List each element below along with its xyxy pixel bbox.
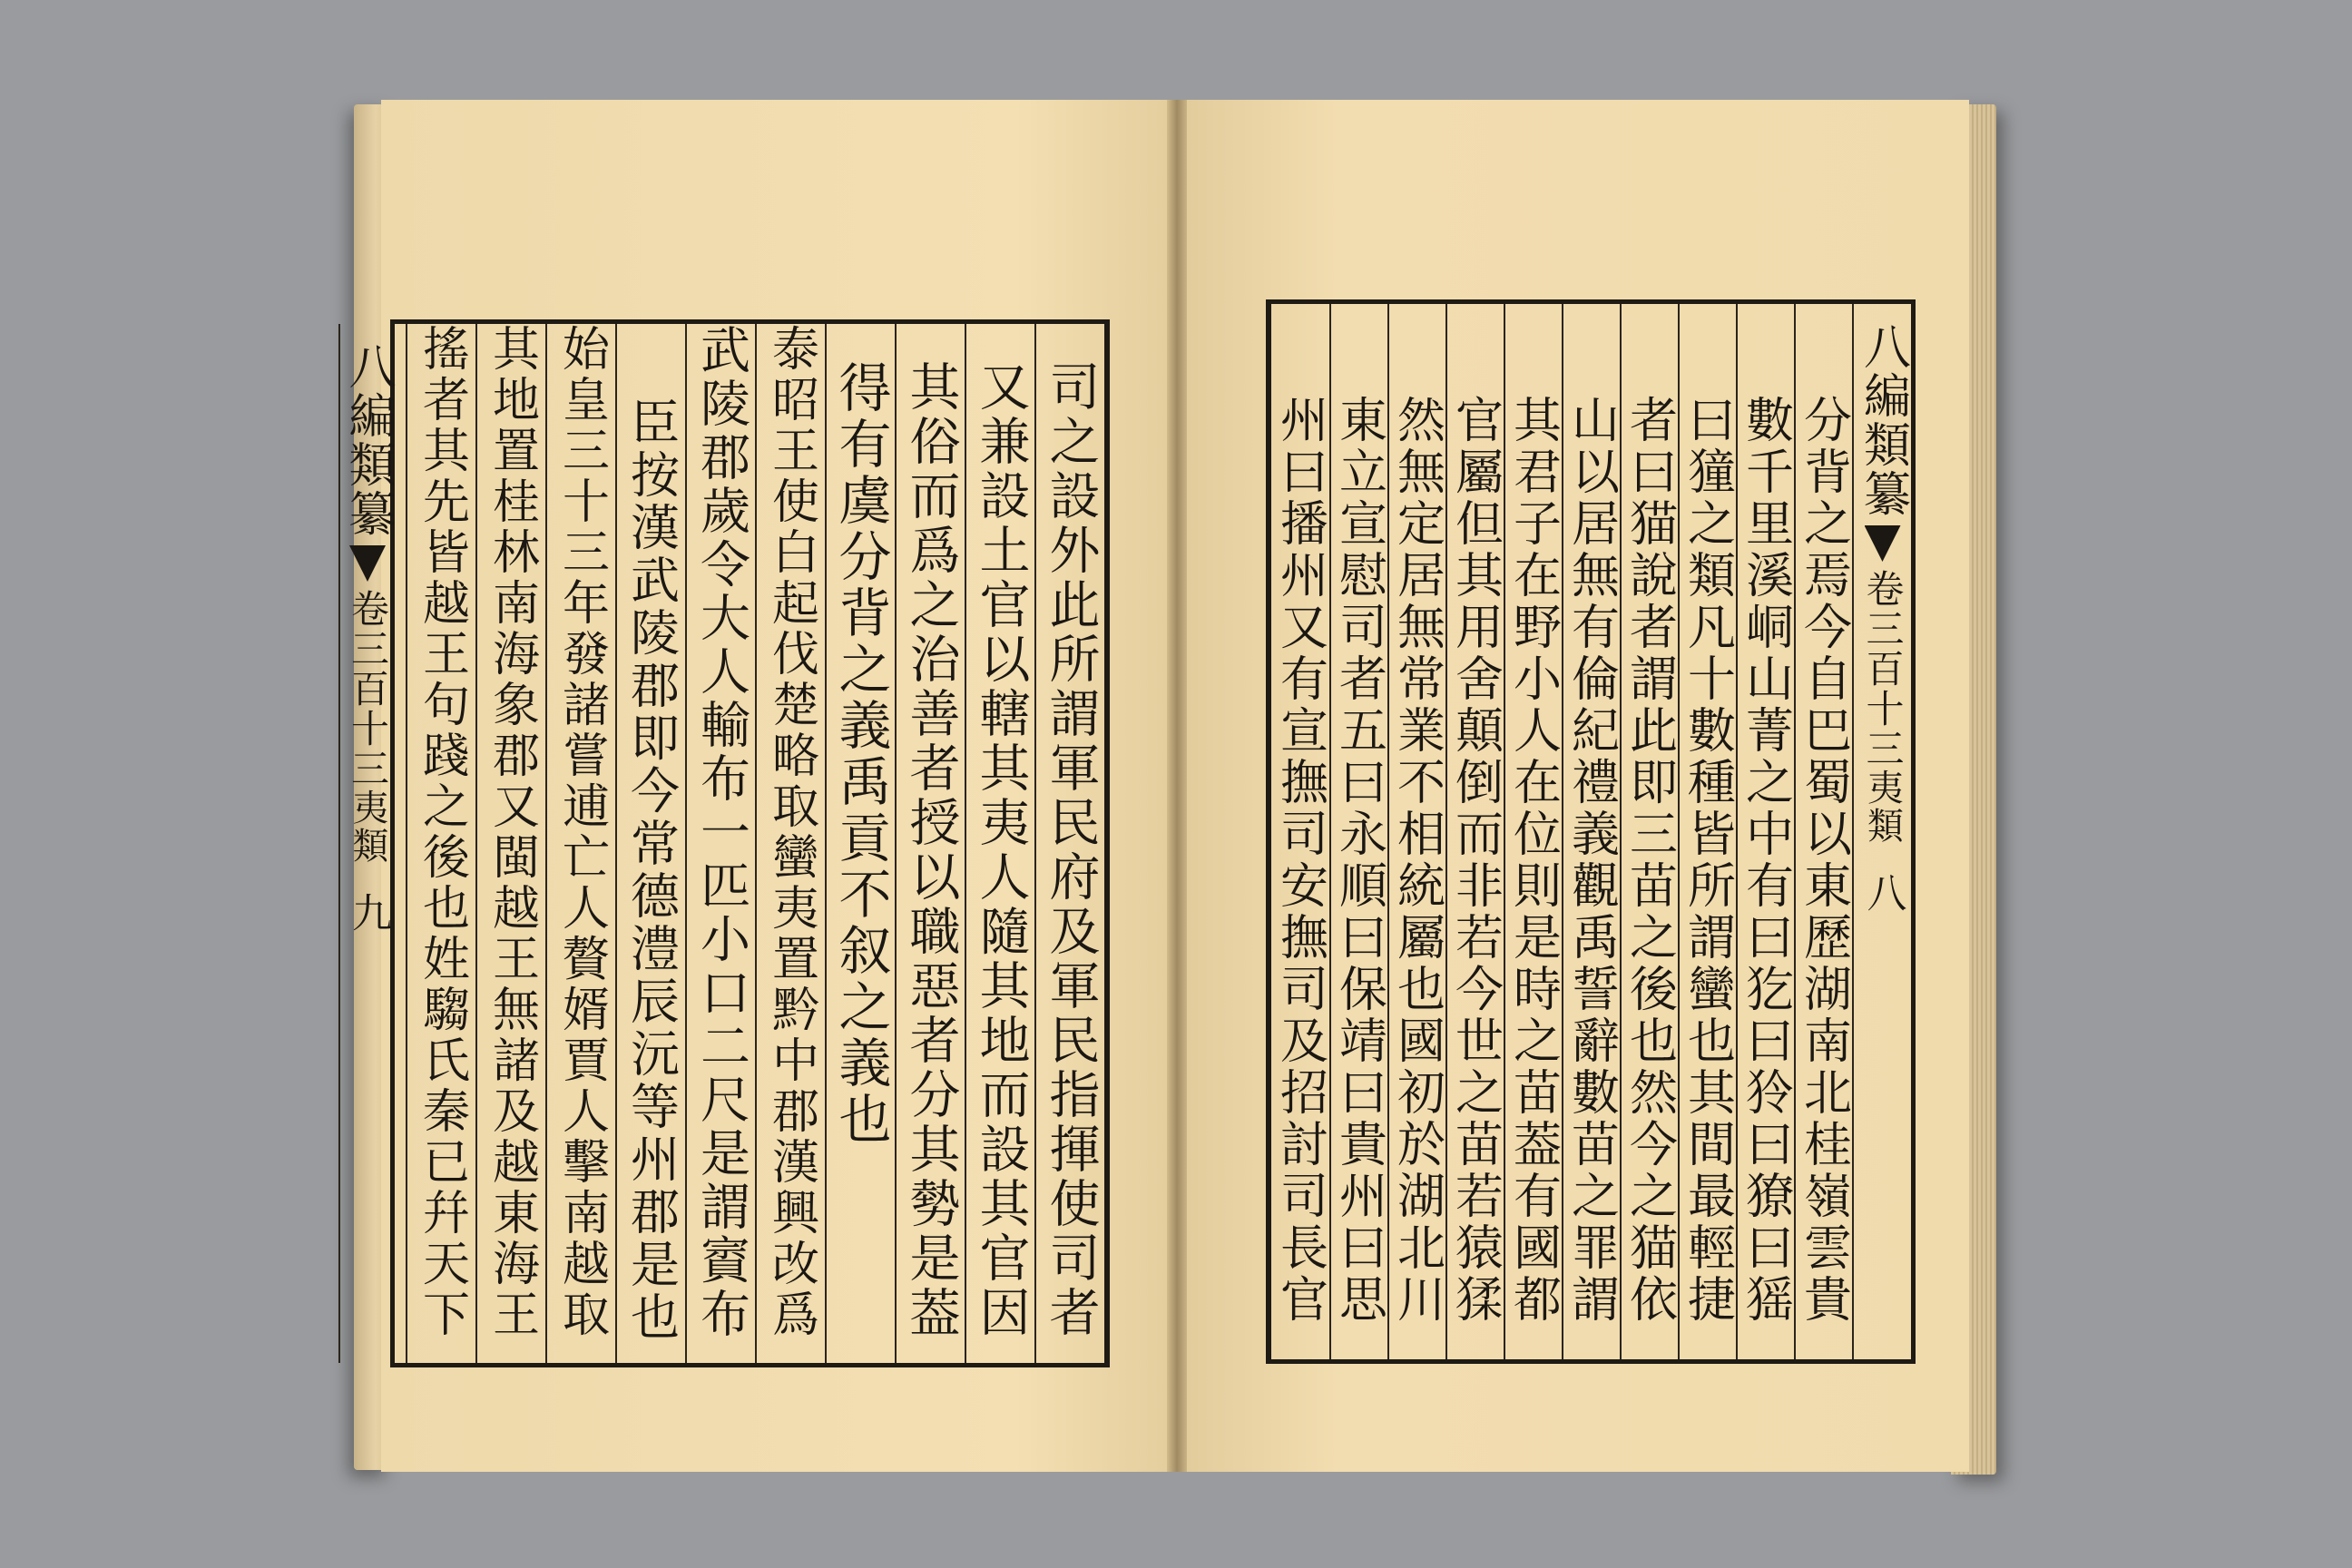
left-col-9 — [475, 324, 545, 1363]
heart-title: 八編類纂 — [340, 342, 395, 538]
right-col-5 — [1562, 304, 1620, 1359]
left-text-frame — [340, 319, 1110, 1367]
left-col-3 — [895, 324, 965, 1363]
book-gutter — [1167, 100, 1187, 1472]
text-column: 搖者其先皆越王句踐之後也姓騶氏秦已幷天下 — [414, 324, 469, 1340]
heart-section: 夷類 — [347, 789, 388, 865]
text-column: 官屬但其用舍顛倒而非若今世之苗若猿猱 — [1447, 395, 1504, 1326]
right-col-6 — [1504, 304, 1562, 1359]
right-text-frame — [1266, 299, 1916, 1364]
heart-volume: 卷三百十三 — [346, 589, 390, 789]
leaf-number: 八 — [1859, 872, 1906, 912]
text-column: 武陵郡歲令大人輸布一匹小口二尺是謂賨布 — [692, 324, 750, 1341]
left-col-10 — [406, 324, 475, 1363]
right-col-7 — [1446, 304, 1504, 1359]
text-column: 者曰猫說者謂此即三苗之後也然今之猫依 — [1622, 395, 1678, 1326]
text-column: 又兼設土官以轄其夷人隨其地而設其官因 — [971, 360, 1031, 1340]
text-column: 得有虞分背之義禹貢不叙之義也 — [829, 360, 892, 1148]
text-column: 東立宣慰司者五曰永順曰保靖曰貴州曰思 — [1331, 395, 1387, 1326]
text-column: 州曰播州又有宣撫司安撫司及招討司長官 — [1272, 395, 1328, 1326]
left-col-2 — [965, 324, 1034, 1363]
fish-tail-mark-icon — [1865, 525, 1901, 562]
right-col-9 — [1329, 304, 1387, 1359]
text-column: 臣按漢武陵郡即今常德澧辰沅等州郡是也 — [622, 397, 681, 1344]
leaf-number: 九 — [345, 892, 391, 932]
heart-volume: 卷三百十三 — [1860, 569, 1906, 769]
right-col-2 — [1736, 304, 1794, 1359]
text-column: 然無定居無常業不相統屬也國初於湖北川 — [1389, 395, 1446, 1326]
right-col-4 — [1620, 304, 1678, 1359]
text-column: 泰昭王使白起伐楚略取蠻夷置黔中郡漢興改爲 — [763, 324, 818, 1340]
heart-section: 夷類 — [1861, 769, 1904, 845]
text-column: 其地置桂林南海象郡又閩越王無諸及越東海王 — [484, 324, 539, 1340]
left-col-7 — [615, 324, 685, 1363]
text-column: 分背之焉今自巴蜀以東歷湖南北桂嶺雲貴 — [1796, 395, 1852, 1326]
left-col-6 — [685, 324, 755, 1363]
left-col-5 — [755, 324, 825, 1363]
text-column: 司之設外此所謂軍民府及軍民指揮使司者 — [1041, 360, 1101, 1340]
text-column: 數千里溪峒山菁之中有曰犵曰狑曰獠曰猺 — [1738, 395, 1794, 1326]
text-column: 曰獞之類凡十數種皆所謂蠻也其間最輕捷 — [1680, 395, 1736, 1326]
heart-title: 八編類纂 — [1855, 322, 1910, 518]
fish-tail-mark-icon — [349, 545, 386, 582]
text-column: 其君子在野小人在位則是時之苗葢有國都 — [1505, 395, 1562, 1326]
left-col-1 — [1034, 324, 1104, 1363]
text-column: 其俗而爲之治善者授以職惡者分其勢是葢 — [901, 360, 961, 1340]
right-col-10 — [1271, 304, 1329, 1359]
text-column: 山以居無有倫紀禮義觀禹誓辭數苗之罪謂 — [1563, 395, 1620, 1326]
left-col-8 — [545, 324, 615, 1363]
right-col-3 — [1678, 304, 1736, 1359]
left-col-4 — [825, 324, 895, 1363]
right-page-heart — [1852, 304, 1911, 1359]
right-col-8 — [1387, 304, 1446, 1359]
left-page-heart — [338, 324, 395, 1363]
right-col-1 — [1794, 304, 1852, 1359]
text-column: 始皇三十三年發諸嘗逋亡人贅婿賈人擊南越取 — [554, 324, 609, 1340]
